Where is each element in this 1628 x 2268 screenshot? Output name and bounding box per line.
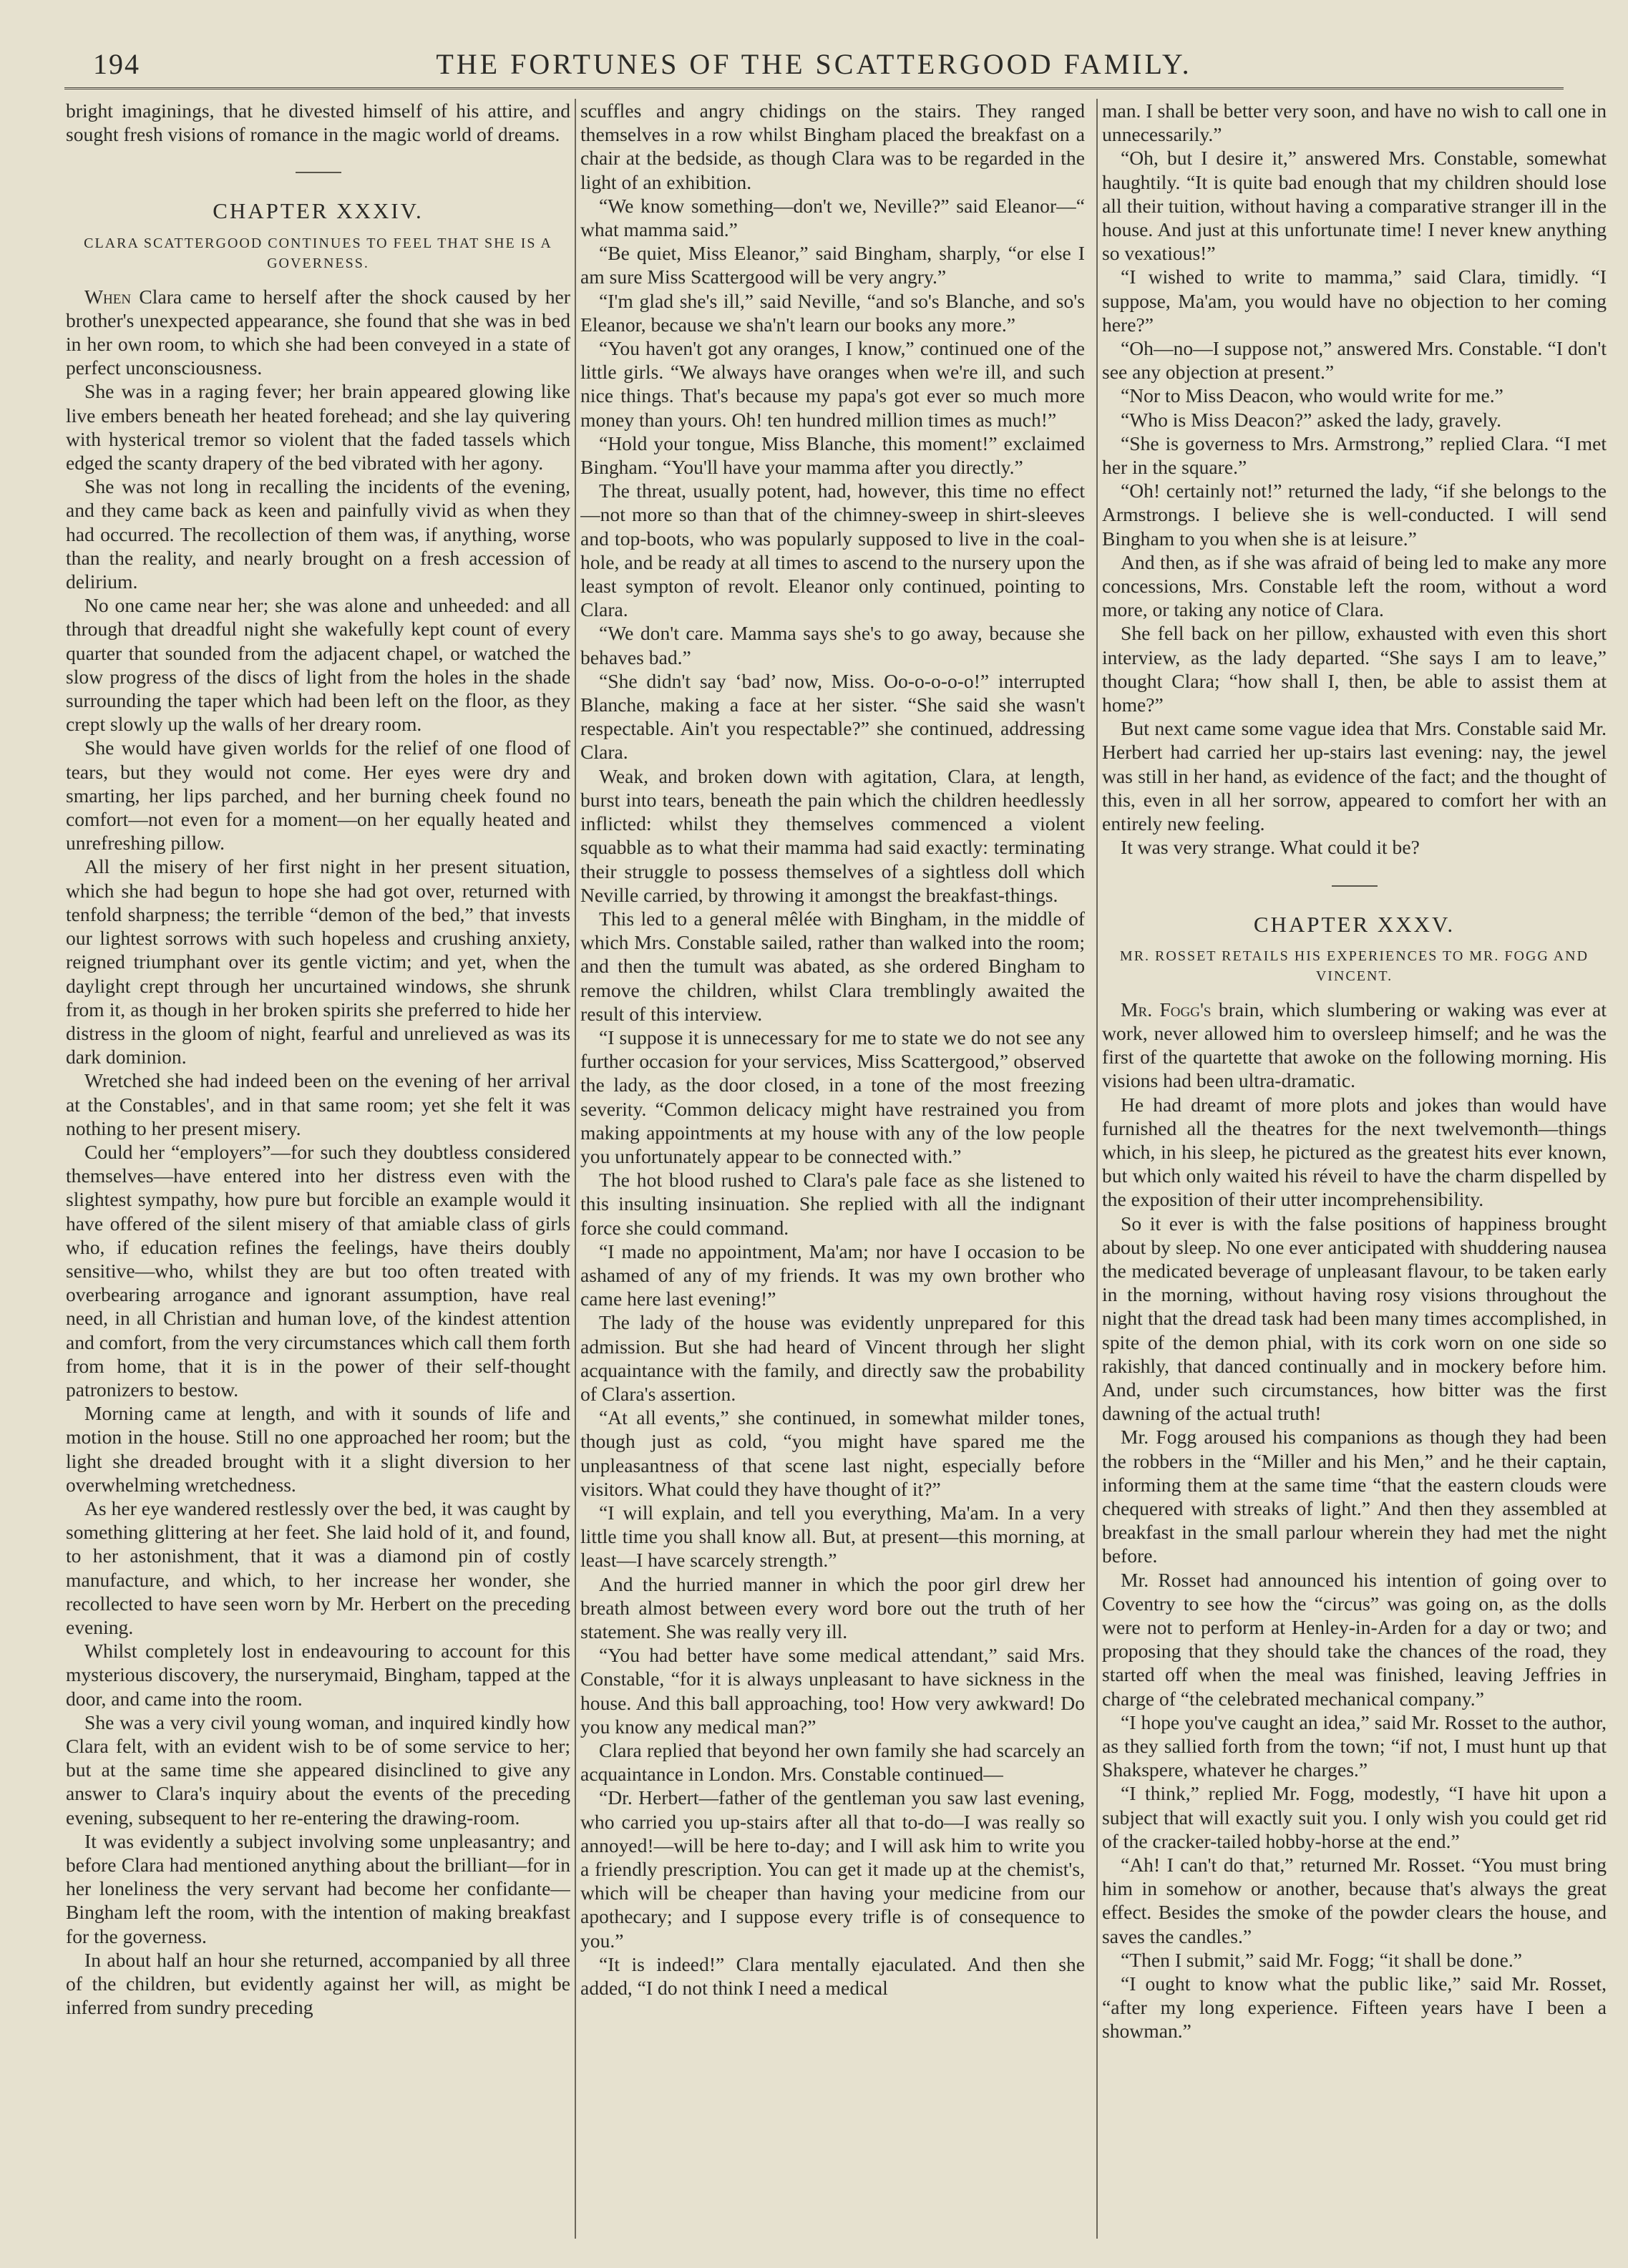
paragraph: “It is indeed!” Clara mentally ejaculated. And then she added, “I do not think I need a medical (580, 1952, 1085, 2000)
paragraph: “We know something—don't we, Neville?” said Eleanor—“ what mamma said.” (580, 194, 1085, 241)
paragraph: “I wished to write to mamma,” said Clara, timidly. “I suppose, Ma'am, you would have no objection to her coming here?” (1102, 266, 1607, 336)
paragraph: She was a very civil young woman, and inquired kindly how Clara felt, with an evident wish to be of some service to her; but at the same time she appeared disinclined to give any answer to Clara's inquiry about the events of the preceding evening, subsequent to her re-entering the drawing-room. (66, 1710, 570, 1829)
chapter-heading: CHAPTER XXXV. (1253, 911, 1456, 937)
paragraph: She was not long in recalling the incidents of the evening, and they came back as keen and painfully vivid as when they had occurred. The recollection of them was, if anything, worse than the reality, and nearly brought on a fresh accession of delirium. (66, 475, 570, 593)
paragraph: “Oh—no—I suppose not,” answered Mrs. Constable. “I don't see any objection at present.” (1102, 337, 1607, 384)
drop-word: Mr. Fogg's (1121, 998, 1212, 1021)
paragraph: “You haven't got any oranges, I know,” continued one of the little girls. “We always have oranges when we're ill, and such nice things. That's because my papa's got ever so much more money than yours. Oh! ten hundred million times as much!” (580, 337, 1085, 431)
paragraph: “She didn't say ‘bad’ now, Miss. Oo-o-o-o-o!” interrupted Blanche, making a face at her sister. “She said she wasn't respectable. Ain't you respectable?” she continued, addressing Clara. (580, 669, 1085, 764)
paragraph: Morning came at length, and with it sounds of life and motion in the house. Still no one approached her room; but the light she dreaded brought with it a slight diversion to her overwhelming wretchedness. (66, 1402, 570, 1496)
paragraph: “Nor to Miss Deacon, who would write for me.” (1121, 384, 1503, 407)
paragraph: In about half an hour she returned, accompanied by all three of the children, but evidently against her will, as might be inferred from sundry preceding (66, 1948, 570, 2019)
chapter-subtitle: MR. ROSSET RETAILS HIS EXPERIENCES TO MR. FOGG AND VINCENT. (1119, 948, 1589, 984)
paragraph: “I made no appointment, Ma'am; nor have I occasion to be ashamed of any of my friends. It was my own brother who came here last evening!” (580, 1240, 1085, 1310)
paragraph: It was evidently a subject involving some unpleasantry; and before Clara had mentioned anything about the brilliant—for in her loneliness the very servant had become her confidante—Bingham left the room, with the intention of making breakfast for the governess. (66, 1829, 570, 1947)
paragraph: “She is governess to Mrs. Armstrong,” replied Clara. “I met her in the square.” (1102, 432, 1607, 479)
column-divider (575, 99, 576, 2239)
paragraph: man. I shall be better very soon, and have no wish to call one in unnecessarily.” (1102, 99, 1607, 146)
header-rule (64, 87, 1564, 89)
section-rule (1332, 885, 1378, 887)
paragraph: “I hope you've caught an idea,” said Mr. Rosset to the author, as they sallied forth from the town; “if not, I must hunt up that Shakspere, whatever he charges.” (1102, 1710, 1607, 1781)
paragraph: “I'm glad she's ill,” said Neville, “and so's Blanche, and so's Eleanor, because we sha'n't learn our books any more.” (580, 289, 1085, 336)
paragraph: “Be quiet, Miss Eleanor,” said Bingham, sharply, “or else I am sure Miss Scattergood will be very angry.” (580, 242, 1085, 288)
paragraph: As her eye wandered restlessly over the bed, it was caught by something glittering at her feet. She laid hold of it, and found, to her astonishment, that it was a diamond pin of costly manufacture, and which, to her increase her wonder, she recollected to have seen worn by Mr. Herbert on the preceding evening. (66, 1496, 570, 1638)
chapter-subtitle: CLARA SCATTERGOOD CONTINUES TO FEEL THAT SHE IS A GOVERNESS. (84, 235, 552, 271)
paragraph: scuffles and angry chidings on the stairs. They ranged themselves in a row whilst Bingham placed the breakfast on a chair at the bedside, as though Clara was to be regarded in the light of an exhibition. (580, 99, 1085, 193)
chapter-heading: CHAPTER XXXIV. (213, 198, 424, 224)
paragraph: This led to a general mêlée with Bingham, in the middle of which Mrs. Constable sailed, rather than walked into the room; and then the tumult was abated, as she ordered Bingham to remove the children, whilst Clara tremblingly awaited the result of this interview. (580, 907, 1085, 1025)
paragraph: He had dreamt of more plots and jokes than would have furnished all the theatres for the next twelvemonth—things which, in his sleep, he pictured as the greatest hits ever known, but which only waited his réveil to have the charm dispelled by the exposition of their utter incomprehensibility. (1102, 1093, 1607, 1211)
section-rule (296, 172, 341, 173)
paragraph: “We don't care. Mamma says she's to go away, because she behaves bad.” (580, 622, 1085, 668)
paragraph: “I will explain, and tell you everything, Ma'am. In a very little time you shall know all. But, at present—this morning, at least—I have scarcely strength.” (580, 1501, 1085, 1572)
paragraph: Mr. Rosset had announced his intention of going over to Coventry to see how the “circus” was going on, as the dolls were not to perform at Henley-in-Arden for a day or two; and proposing that they should take the chances of the road, they started off when the meal was finished, leaving Jeffries in charge of “the celebrated mechanical company.” (1102, 1568, 1607, 1710)
paragraph: Mr. Fogg aroused his companions as though they had been the robbers in the “Miller and his Men,” and he their captain, informing them at the same time “that the eastern clouds were chequered with streaks of light.” And then they assembled at breakfast in the small parlour wherein they had met the night before. (1102, 1426, 1607, 1567)
paragraph: Weak, and broken down with agitation, Clara, at length, burst into tears, beneath the pain which the children heedlessly inflicted: whilst they themselves commenced a violent squabble as to what their mamma had said exactly: terminating their struggle to possess themselves of a sightless doll which Neville carried, by throwing it amongst the breakfast-things. (580, 764, 1085, 906)
paragraph: Whilst completely lost in endeavouring to account for this mysterious discovery, the nurserymaid, Bingham, tapped at the door, and came into the room. (66, 1640, 570, 1710)
paragraph: “I suppose it is unnecessary for me to state we do not see any further occasion for your services, Miss Scattergood,” observed the lady, as the door closed, in a tone of the most freezing severity. “Common delicacy might have restrained you from making appointments at my house with any of the low people you unfortunately appear to be connected with.” (580, 1026, 1085, 1167)
paragraph: bright imaginings, that he divested himself of his attire, and sought fresh visions of romance in the magic world of dreams. (66, 99, 570, 146)
paragraph: It was very strange. What could it be? (1121, 836, 1420, 859)
paragraph: She fell back on her pillow, exhausted with even this short interview, as the lady departed. “She says I am to leave,” thought Clara; “how shall I, then, be able to assist them at home?” (1102, 622, 1607, 716)
paragraph: “Who is Miss Deacon?” asked the lady, gravely. (1121, 408, 1502, 431)
paragraph: And the hurried manner in which the poor girl drew her breath almost between every word bore out the truth of her statement. She was really very ill. (580, 1572, 1085, 1642)
paragraph: Clara replied that beyond her own family she had scarcely an acquaintance in London. Mrs. Constable continued— (580, 1739, 1085, 1786)
page-header (50, 47, 1578, 82)
paragraph: Wretched she had indeed been on the evening of her arrival at the Constables', and in that same room; yet she felt it was nothing to her present misery. (66, 1069, 570, 1139)
page-number: 194 (93, 48, 140, 80)
paragraph: And then, as if she was afraid of being led to make any more concessions, Mrs. Constable left the room, without a word more, or taking any notice of Clara. (1102, 550, 1607, 621)
paragraph: But next came some vague idea that Mrs. Constable said Mr. Herbert had carried her up-stairs last evening: nay, the jewel was still in her hand, as evidence of the fact; and the thought of this, even in all her sorrow, appeared to comfort her with an entirely new feeling. (1102, 717, 1607, 835)
paragraph: She would have given worlds for the relief of one flood of tears, but they would not come. Her eyes were dry and smarting, her lips parched, and her burning cheek found no comfort—not even for a moment—on her equally heated and unrefreshing pillow. (66, 736, 570, 855)
paragraph: Mr. Fogg's brain, which slumbering or waking was ever at work, never allowed him to oversleep himself; and he was the first of the quartette that awoke on the following morning. His visions had been ultra-dramatic. (1102, 998, 1607, 1092)
paragraph: The threat, usually potent, had, however, this time no effect—not more so than that of the chimney-sweep in shirt-sleeves and top-boots, who was popularly supposed to live in the coal-hole, and be ready at all times to ascend to the nursery upon the least sympton of revolt. Eleanor only continued, pointing to Clara. (580, 480, 1085, 621)
paragraph: “Dr. Herbert—father of the gentleman you saw last evening, who carried you up-stairs after all that to-do—I was really so annoyed!—will be here to-day; and I will ask him to write you a friendly prescription. You can get it made up at the chemist's, which will be cheaper than having your medicine from our apothecary; and I suppose every trifle is of consequence to you.” (580, 1786, 1085, 1952)
paragraph: “Oh, but I desire it,” answered Mrs. Constable, somewhat haughtily. “It is quite bad enough that my children should lose all their tuition, without having a comparative stranger ill in the house. And just at this unfortunate time! I never knew anything so vexatious!” (1102, 147, 1607, 265)
paragraph: Could her “employers”—for such they doubtless considered themselves—have entered into her distress even with the slightest sympathy, how pure but forcible an example would it have offered of the silent misery of that amiable class of girls who, if education refines the feelings, have theirs doubly sensitive—who, whilst they are but too often treated with overbearing arrogance and ignorant assumption, have real need, in all Christian and human love, of the kindest attention and comfort, from the very circumstances which call them forth from home, that it is in the power of their self-thought patronizers to bestow. (66, 1140, 570, 1401)
paragraph: “I ought to know what the public like,” said Mr. Rosset, “after my long experience. Fifteen years have I been a showman.” (1102, 1972, 1607, 2043)
paragraph: The lady of the house was evidently unprepared for this admission. But she had heard of Vincent through her slight acquaintance with the family, and directly saw the probability of Clara's assertion. (580, 1311, 1085, 1405)
paragraph: No one came near her; she was alone and unheeded: and all through that dreadful night she wakefully kept count of every quarter that sounded from the adjacent chapel, or watched the slow progress of the discs of light from the holes in the shade surrounding the taper which had been left on the floor, as they crept slowly up the walls of her dreary room. (66, 594, 570, 736)
paragraph: “Ah! I can't do that,” returned Mr. Rosset. “You must bring him in somehow or another, because that's always the great effect. Besides the smoke of the powder clears the house, and saves the candles.” (1102, 1854, 1607, 1947)
paragraph: “At all events,” she continued, in somewhat milder tones, though just as cold, “you might have spared me the unpleasantness of that scene last night, especially before visitors. What could they have thought of it?” (580, 1406, 1085, 1500)
column-2 (580, 99, 1085, 2239)
running-title: THE FORTUNES OF THE SCATTERGOOD FAMILY. (436, 48, 1192, 80)
paragraph: “Then I submit,” said Mr. Fogg; “it shall be done.” (1121, 1948, 1522, 1971)
paragraph: When Clara came to herself after the shock caused by her brother's unexpected appearance, she found that she was in bed in her own room, to which she had been conveyed in a state of perfect unconsciousness. (66, 285, 570, 379)
column-1 (66, 99, 570, 2239)
drop-word: When (84, 285, 132, 308)
paragraph: All the misery of her first night in her present situation, which she had begun to hope she had got over, returned with tenfold sharpness; the terrible “demon of the bed,” that invests our lightest sorrows with such hopeless and crushing anxiety, reigned triumphant over its gentle victim; and yet, when the daylight crept through her uncurtained windows, she shrunk from it, as though in her broken spirits she preferred to hide her distress in the gloom of night, fearful and unrelieved as was its dark dominion. (66, 855, 570, 1069)
column-divider (1096, 99, 1098, 2239)
paragraph: So it ever is with the false positions of happiness brought about by sleep. No one ever anticipated with shuddering nausea the medicated beverage of unpleasant flavour, to be taken early in the morning, without having rosy visions throughout the night that the dread task had been many times accomplished, in spite of the demon phial, with its cork worn on one side so rakishly, that danced continually and in mockery before him. And, under such circumstances, how bitter was the first dawning of the actual truth! (1102, 1212, 1607, 1425)
paragraph: “Oh! certainly not!” returned the lady, “if she belongs to the Armstrongs. I believe she is well-conducted. I will send Bingham to you when she is at leisure.” (1102, 480, 1607, 550)
paragraph: “I think,” replied Mr. Fogg, modestly, “I have hit upon a subject that will exactly suit you. I only wish you could get rid of the cracker-tailed hobby-horse at the end.” (1102, 1782, 1607, 1852)
paragraph: She was in a raging fever; her brain appeared glowing like live embers beneath her heated forehead; and she lay quivering with hysterical tremor so violent that the faded tassels which edged the scanty drapery of the bed vibrated with her agony. (66, 380, 570, 474)
paragraph: “Hold your tongue, Miss Blanche, this moment!” exclaimed Bingham. “You'll have your mamma after you directly.” (580, 432, 1085, 479)
paragraph: The hot blood rushed to Clara's pale face as she listened to this insulting insinuation. She replied with all the indignant force she could command. (580, 1169, 1085, 1239)
paragraph: “You had better have some medical attendant,” said Mrs. Constable, “for it is always unpleasant to have sickness in the house. And this ball approaching, too! How very awkward! Do you know any medical man?” (580, 1644, 1085, 1738)
column-3 (1102, 99, 1607, 2239)
